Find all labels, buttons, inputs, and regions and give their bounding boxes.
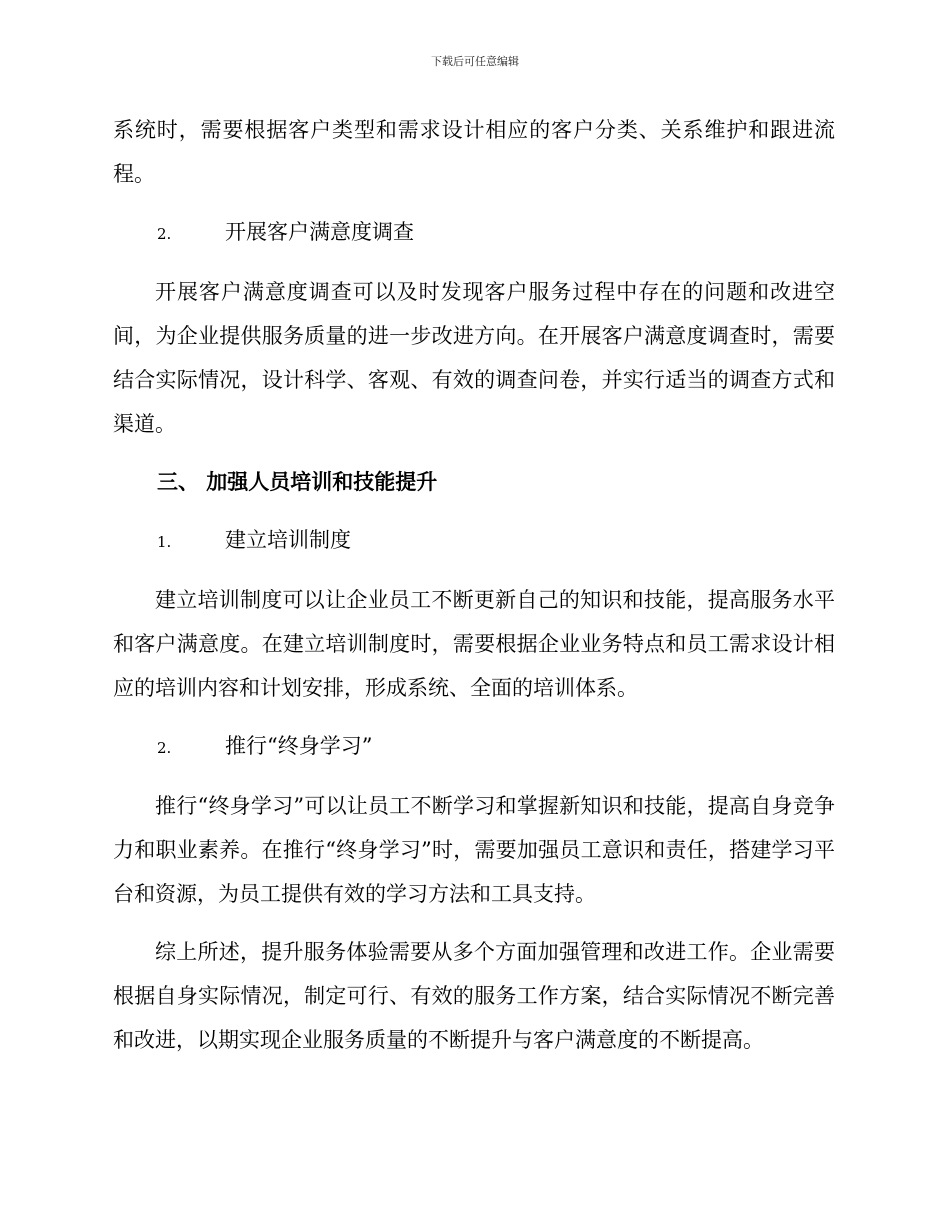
subheading-satisfaction-survey [113, 210, 835, 256]
subheading-number: 1. [157, 533, 172, 551]
subheading-text: 建立培训制度 [225, 528, 351, 552]
subheading-text: 推行“终身学习” [225, 734, 373, 758]
paragraph-lifelong-learning: 推行“终身学习”可以让员工不断学习和掌握新知识和技能，提高自身竞争力和职业素养。在推行“终身学习”时，需要加强员工意识和责任，搭建学习平台和资源，为员工提供有效的学习方法和工具支持。 [113, 794, 835, 906]
paragraph-continuation: 系统时，需要根据客户类型和需求设计相应的客户分类、关系维护和跟进流程。 [113, 118, 835, 186]
page-header: 下载后可任意编辑 [431, 55, 519, 68]
subheading-number: 2. [157, 225, 172, 243]
document-body [113, 108, 835, 1076]
subheading-lifelong-learning [113, 724, 835, 770]
paragraph-satisfaction-survey: 开展客户满意度调查可以及时发现客户服务过程中存在的问题和改进空间，为企业提供服务质量的进一步改进方向。在开展客户满意度调查时，需要结合实际情况，设计科学、客观、有效的调查问卷，并实行适当的调查方式和渠道。 [113, 280, 835, 436]
paragraph-conclusion: 综上所述，提升服务体验需要从多个方面加强管理和改进工作。企业需要根据自身实际情况，制定可行、有效的服务工作方案，结合实际情况不断完善和改进，以期实现企业服务质量的不断提升与客户满意度的不断提高。 [113, 940, 835, 1052]
subheading-text: 开展客户满意度调查 [225, 220, 414, 244]
paragraph-training-system: 建立培训制度可以让企业员工不断更新自己的知识和技能，提高服务水平和客户满意度。在建立培训制度时，需要根据企业业务特点和员工需求设计相应的培训内容和计划安排，形成系统、全面的培训体系。 [113, 588, 835, 700]
subheading-number: 2. [157, 739, 172, 757]
subheading-training-system [113, 518, 835, 564]
section-heading-training: 三、 加强人员培训和技能提升 [157, 469, 438, 494]
